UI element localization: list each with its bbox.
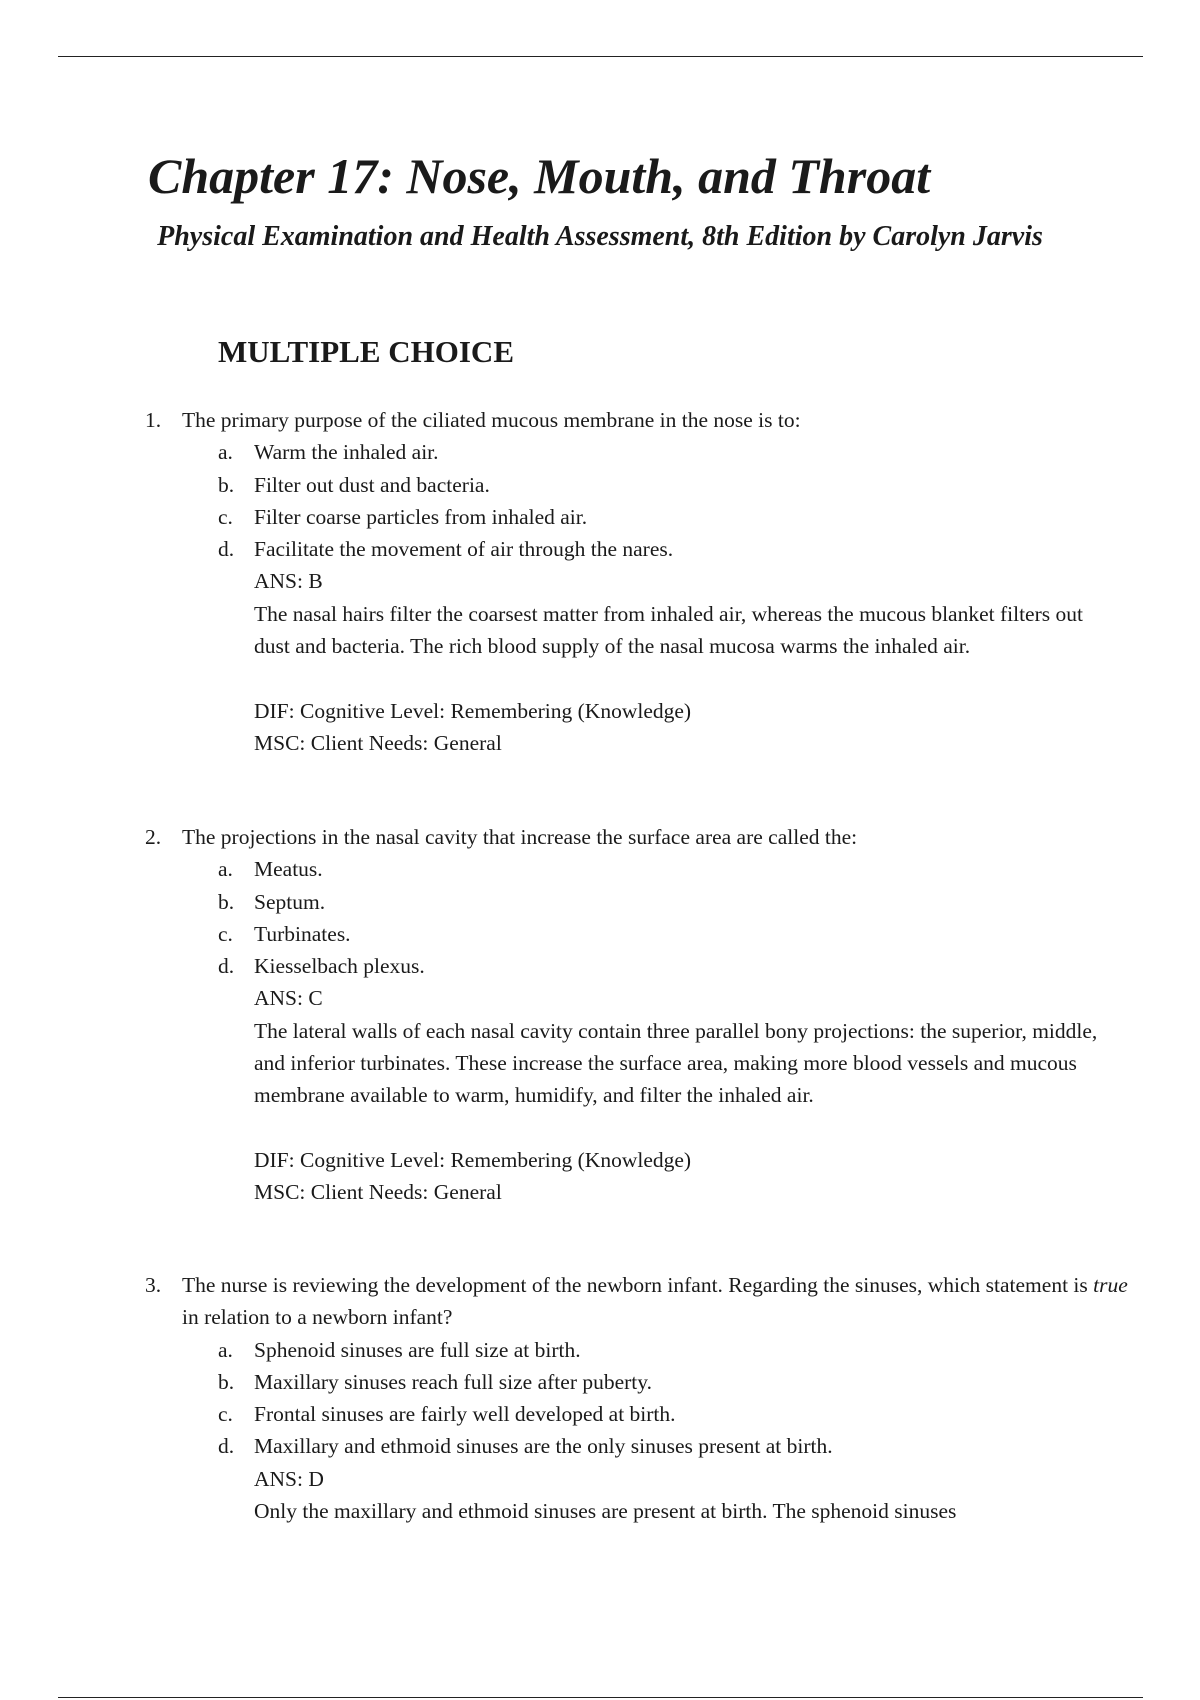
question-emphasis: true — [1093, 1273, 1128, 1297]
section-heading: MULTIPLE CHOICE — [218, 334, 514, 369]
option-text: Frontal sinuses are fairly well developed at birth. — [254, 1402, 676, 1427]
option-text: Filter out dust and bacteria. — [254, 472, 490, 497]
question-stem — [145, 404, 1145, 436]
answer-rationale: The nasal hairs filter the coarsest matter from inhaled air, whereas the mucous blanket filters out dust and bacteria. The rich blood supply of the nasal mucosa warms the inhaled air. — [254, 601, 1083, 659]
client-needs: MSC: Client Needs: General — [254, 730, 502, 755]
question-text-after: in relation to a newborn infant? — [182, 1305, 453, 1330]
answer-rationale: The lateral walls of each nasal cavity contain three parallel bony projections: the superior, middle, and inferior turbinates. These increase the surface area, making more blood vessels and mucous membrane available to warm, humidify, and filter the inhaled air. — [254, 1018, 1098, 1108]
option-text: Sphenoid sinuses are full size at birth. — [254, 1337, 581, 1362]
question-number: 2. — [145, 825, 162, 849]
option-text: Maxillary sinuses reach full size after puberty. — [254, 1369, 653, 1394]
option-text: Septum. — [254, 889, 326, 914]
option-a — [145, 853, 1145, 885]
option-d — [145, 533, 1145, 565]
question-number: 1. — [145, 408, 162, 432]
option-b — [145, 469, 1145, 501]
option-letter: b. — [218, 889, 235, 914]
difficulty-level: DIF: Cognitive Level: Remembering (Knowledge) — [254, 1147, 692, 1172]
option-b — [145, 886, 1145, 918]
option-letter: c. — [218, 921, 233, 946]
question-2 — [145, 821, 1145, 1209]
book-subtitle: Physical Examination and Health Assessment, 8th Edition by Carolyn Jarvis — [157, 221, 1043, 252]
question-number: 3. — [145, 1273, 162, 1297]
option-b — [145, 1366, 1145, 1398]
chapter-title: Chapter 17: Nose, Mouth, and Throat — [148, 148, 931, 204]
question-1 — [145, 404, 1145, 759]
answer-key: ANS: C — [254, 986, 323, 1011]
option-letter: d. — [218, 1434, 235, 1459]
question-text: The primary purpose of the ciliated mucous membrane in the nose is to: — [182, 408, 801, 432]
answer-rationale: Only the maxillary and ethmoid sinuses are present at birth. The sphenoid sinuses — [254, 1499, 957, 1524]
option-c — [145, 1398, 1145, 1430]
answer-options — [145, 1334, 1145, 1463]
option-letter: c. — [218, 504, 233, 529]
option-letter: b. — [218, 1369, 235, 1394]
option-letter: d. — [218, 537, 235, 562]
option-text: Meatus. — [254, 857, 323, 882]
option-text: Turbinates. — [254, 921, 351, 946]
question-3 — [145, 1269, 1145, 1527]
top-rule — [58, 56, 1143, 57]
question-stem — [145, 821, 1145, 853]
question-text-before: The nurse is reviewing the development of the newborn infant. Regarding the sinuses, which statement is — [182, 1273, 1094, 1297]
answer-options — [145, 436, 1145, 565]
option-text: Kiesselbach plexus. — [254, 954, 425, 979]
question-text: The projections in the nasal cavity that increase the surface area are called the: — [182, 825, 858, 849]
client-needs: MSC: Client Needs: General — [254, 1180, 502, 1205]
answer-block — [145, 1463, 1145, 1528]
option-letter: a. — [218, 1337, 233, 1362]
option-c — [145, 501, 1145, 533]
option-a — [145, 1334, 1145, 1366]
option-letter: a. — [218, 440, 233, 465]
option-text: Filter coarse particles from inhaled air. — [254, 504, 588, 529]
option-letter: b. — [218, 472, 235, 497]
option-text: Facilitate the movement of air through the nares. — [254, 537, 674, 562]
answer-key: ANS: D — [254, 1466, 324, 1491]
option-letter: a. — [218, 857, 233, 882]
answer-block — [145, 982, 1145, 1208]
option-text: Warm the inhaled air. — [254, 440, 439, 465]
option-letter: d. — [218, 954, 235, 979]
option-letter: c. — [218, 1402, 233, 1427]
difficulty-level: DIF: Cognitive Level: Remembering (Knowledge) — [254, 698, 692, 723]
option-d — [145, 950, 1145, 982]
answer-key: ANS: B — [254, 569, 323, 594]
option-c — [145, 918, 1145, 950]
answer-block — [145, 565, 1145, 759]
option-a — [145, 436, 1145, 468]
option-text: Maxillary and ethmoid sinuses are the only sinuses present at birth. — [254, 1434, 833, 1459]
option-d — [145, 1430, 1145, 1462]
question-stem — [145, 1269, 1145, 1334]
bottom-rule — [58, 1697, 1143, 1698]
answer-options — [145, 853, 1145, 982]
